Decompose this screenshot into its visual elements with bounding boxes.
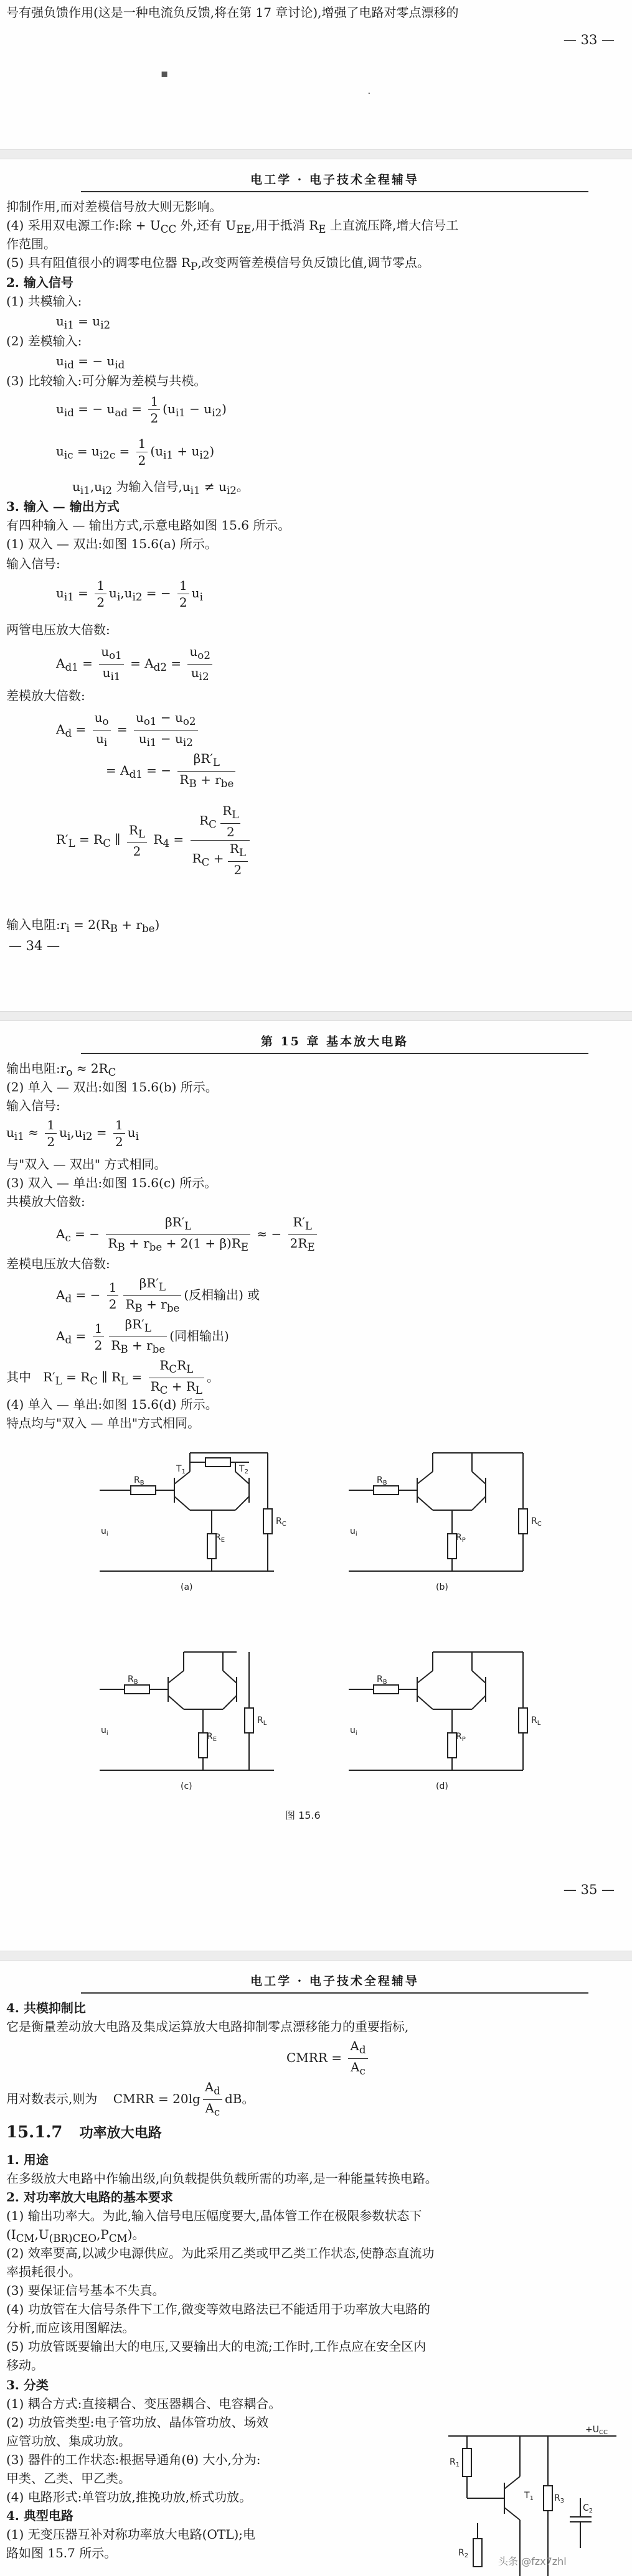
text-line: (5) 功放管既要输出大的电压,又要输出大的电流;工作时,工作点应在安全区内	[6, 2339, 427, 2354]
page-gap	[0, 1951, 632, 1961]
text-line: 作范围。	[6, 236, 56, 251]
text-line: 率损耗很小。	[6, 2264, 81, 2279]
equation: $u_{id}$ = − $u_{id}$	[56, 353, 125, 371]
text-line: (4) 采用双电源工作:除 + $U_{CC}$ 外,还有 $U_{EE}$,用于抵消 $R_E$ 上直流压降,增大信号工	[6, 218, 459, 235]
page-35	[0, 1011, 632, 1951]
label-rb-d: $R_B$	[377, 1674, 387, 1686]
label-t1-a: $T_1$	[176, 1464, 186, 1475]
scan-mark: ·	[367, 87, 371, 100]
label-ui-c: $u_i$	[101, 1725, 108, 1737]
equation: $u_{id}$ = − $u_{ad}$ = $\frac{1}{2}$ $(u_{i1} - u_{i2})$	[56, 394, 227, 426]
text-line: (4) 功放管在大信号条件下工作,微变等效电路法已不能适用于功率放大电路的	[6, 2302, 431, 2317]
text-line: (2) 效率要高,以减少电源供应。为此采用乙类或甲乙类工作状态,使静态直流功	[6, 2246, 435, 2261]
text-line: (5) 具有阻值很小的调零电位器 $R_P$,改变两管差模信号负反馈比值,调节零点。	[6, 255, 430, 273]
text-line: 两管电压放大倍数:	[6, 622, 110, 637]
label-ucc: $+U_{CC}$	[585, 2425, 608, 2436]
label-rl-c: $R_L$	[257, 1715, 267, 1727]
text-line: (1) 输出功率大。为此,输入信号电压幅度要大,晶体管工作在极限参数状态下	[6, 2208, 422, 2223]
equation: $u_{i1}$ = $\frac{1}{2}$ $u_i,u_{i2}$ = − $\frac{1}{2}$ $u_i$	[56, 578, 203, 610]
text-line: (3) 双入 — 单出:如图 15.6(c) 所示。	[6, 1175, 217, 1190]
label-re-b: $R_P$	[456, 1533, 466, 1544]
equation: $u_{ic} = u_{i2c}$ = $\frac{1}{2}$ $(u_{i1} + u_{i2})$	[56, 436, 215, 468]
watermark: 头条 @fzx7zhl	[498, 2555, 567, 2567]
label-rl-d: $R_L$	[531, 1715, 541, 1727]
page-gap	[0, 1011, 632, 1021]
text-line: (2) 单入 — 双出:如图 15.6(b) 所示。	[6, 1080, 218, 1094]
caption-a: (a)	[181, 1582, 193, 1592]
text-line: 移动。	[6, 2358, 44, 2373]
text-line: (3) 要保证信号基本不失真。	[6, 2283, 165, 2298]
equation: 用对数表示,则为 CMRR = 20lg $\frac{A_d}{A_c}$ dB。	[6, 2079, 255, 2118]
text-line: 分析,而应该用图解法。	[6, 2320, 135, 2335]
text-line: (4) 单入 — 单出:如图 15.6(d) 所示。	[6, 1397, 218, 1412]
label-ui-a: $u_i$	[101, 1526, 108, 1538]
page-number: — 33 —	[563, 32, 615, 47]
circuit-d	[349, 1652, 527, 1770]
text-line: 差模放大倍数:	[6, 688, 85, 703]
scan-mark: ▪	[161, 67, 169, 80]
label-ui-b: $u_i$	[350, 1526, 357, 1538]
text-line: $u_{i1},u_{i2}$ 为输入信号$,u_{i1} \ne u_{i2}$。	[72, 479, 249, 497]
text-line: 输入信号:	[6, 556, 60, 571]
text-line: 路如图 15.7 所示。	[6, 2546, 117, 2560]
text-line: 特点均与"双入 — 单出"方式相同。	[6, 1416, 200, 1430]
equation: $u_{i1}$ ≈ $\frac{1}{2}$ $u_i,u_{i2}$ = $\frac{1}{2}$ $u_i$	[6, 1118, 139, 1149]
label-c2: $C_2$	[583, 2503, 593, 2514]
running-header: 电工学 · 电子技术全程辅导	[81, 1972, 588, 1994]
label-rb-b: $R_B$	[377, 1475, 387, 1486]
equation: = $A_{d1}$ = − $\beta R'_L$ $R_B + r_{be}$	[106, 750, 238, 792]
equation: $A_{d1}$ = $\frac{u_{o1}}{u_{i1}}$ = $A_{d2}$ = $\frac{u_{o2}}{u_{i2}}$	[56, 643, 215, 685]
text-line: (2) 功放管类型:电子管功放、晶体管功放、场效	[6, 2415, 269, 2430]
subsection-heading: 3. 分类	[6, 2378, 49, 2392]
caption-b: (b)	[436, 1582, 448, 1592]
equation: $A_d$ = − $\frac{1}{2}$ $\beta R'_L$ $R_B + r_{be}$ (反相输出) 或	[56, 1276, 260, 1314]
text-line: 它是衡量差动放大电路及集成运算放大电路抑制零点漂移能力的重要指标,	[6, 2019, 409, 2034]
text-line: 号有强负馈作用(这是一种电流负反馈,将在第 17 章讨论),增强了电路对零点漂移的	[6, 5, 459, 20]
subsection-heading: 1. 用途	[6, 2152, 49, 2167]
text-line: 共模放大倍数:	[6, 1194, 85, 1209]
subsection-heading: 4. 典型电路	[6, 2508, 73, 2523]
text-line: (2) 差模输入:	[6, 334, 82, 348]
text-line: 输出电阻$:r_o \approx 2R_C$	[6, 1061, 116, 1078]
circuit-b	[349, 1453, 527, 1571]
text-line: (1) 无变压器互补对称功率放大电路(OTL);电	[6, 2527, 256, 2542]
figure-15-6	[87, 1440, 548, 1826]
running-header: 电工学 · 电子技术全程辅导	[81, 170, 588, 192]
label-t2-a: $T_2$	[239, 1464, 248, 1475]
text-line: 有四种输入 — 输出方式,示意电路如图 15.6 所示。	[6, 518, 291, 533]
page-number: — 35 —	[563, 1882, 615, 1897]
label-re-c: $R_E$	[207, 1732, 217, 1743]
label-rc-b: $R_C$	[531, 1516, 542, 1528]
page-33-fragment	[0, 0, 632, 149]
equation: $u_{i1} = u_{i2}$	[56, 314, 111, 331]
equation: $A_d$ = $\frac{u_o}{u_i}$ = $\frac{u_{o1} - u_{o2}}{u_{i1} - u_{i2}}$	[56, 709, 200, 751]
equation: $R'_L = R_C$ ∥ $\frac{R_L}{2}$ $R_4$ = $R_C$ $\frac{R_L}{2}$ $R_C$ + $\frac{R_L}{2}$	[56, 803, 252, 878]
page-number: — 34 —	[9, 938, 60, 953]
text-line: 甲类、乙类、甲乙类。	[6, 2471, 131, 2486]
label-t1: $T_1$	[524, 2491, 534, 2502]
label-re-a: $R_E$	[215, 1533, 225, 1544]
text-line: (3) 器件的工作状态:根据导通角(θ) 大小,分为:	[6, 2452, 261, 2467]
text-line: (1) 共模输入:	[6, 294, 82, 309]
label-r2: $R_2$	[458, 2548, 469, 2559]
text-line: (1) 耦合方式:直接耦合、变压器耦合、电容耦合。	[6, 2396, 281, 2411]
label-rc-a: $R_C$	[276, 1516, 286, 1528]
caption-c: (c)	[181, 1781, 192, 1791]
label-r1: $R_1$	[450, 2457, 460, 2468]
subsection-heading: 3. 输入 — 输出方式	[6, 499, 120, 514]
subsection-heading: 2. 对功率放大电路的基本要求	[6, 2190, 173, 2205]
page-36	[0, 1951, 632, 2576]
text-line: (4) 电路形式:单管功放,推挽功放,桥式功放。	[6, 2490, 252, 2504]
subsection-heading: 2. 输入信号	[6, 275, 73, 290]
label-ui-d: $u_i$	[350, 1725, 357, 1737]
label-rb-c: $R_B$	[128, 1674, 138, 1686]
label-re-d: $R_P$	[456, 1732, 466, 1743]
text-line: 差模电压放大倍数:	[6, 1256, 110, 1271]
section-heading: 15.1.7 功率放大电路	[6, 2123, 162, 2142]
equation: CMRR = $\frac{A_d}{A_c}$	[286, 2038, 370, 2079]
text-line: (3) 比较输入:可分解为差模与共模。	[6, 373, 207, 388]
page-34	[0, 149, 632, 1011]
page-gap	[0, 149, 632, 159]
text-line: $(I_{CM},U_{(BR)CEO},P_{CM})$。	[6, 2227, 145, 2244]
equation: 其中 $R'_L = R_C$ ∥ $R_L$ = $R_CR_L$ $R_C + R_L$ 。	[6, 1358, 219, 1396]
label-rb-a: $R_B$	[134, 1475, 144, 1486]
text-line: 输入电阻$:r_i = 2(R_B + r_{be})$	[6, 917, 160, 935]
text-line: 与"双入 — 双出" 方式相同。	[6, 1157, 167, 1172]
text-line: 应管功放、集成功放。	[6, 2434, 131, 2448]
equation: $A_c$ = − $\beta R'_L$ $R_B + r_{be} + 2(1 + \beta)R_E$ ≈ − $\frac{R'_L}{2R_E}$	[56, 1214, 319, 1256]
subsection-heading: 4. 共模抑制比	[6, 2000, 86, 2015]
running-header: 第 15 章 基本放大电路	[81, 1032, 588, 1054]
text-line: 在多级放大电路中作输出级,向负载提供负载所需的功率,是一种能量转换电路。	[6, 2171, 438, 2186]
equation: $A_d$ = $\frac{1}{2}$ $\beta R'_L$ $R_B + r_{be}$ (同相输出)	[56, 1317, 229, 1355]
label-r3: $R_3$	[554, 2493, 565, 2504]
text-line: 输入信号:	[6, 1098, 60, 1113]
text-line: 抑制作用,而对差模信号放大则无影响。	[6, 199, 222, 214]
caption-d: (d)	[436, 1781, 448, 1791]
circuit-c	[100, 1652, 274, 1770]
text-line: (1) 双入 — 双出:如图 15.6(a) 所示。	[6, 536, 217, 551]
figure-caption: 图 15.6	[285, 1809, 321, 1821]
